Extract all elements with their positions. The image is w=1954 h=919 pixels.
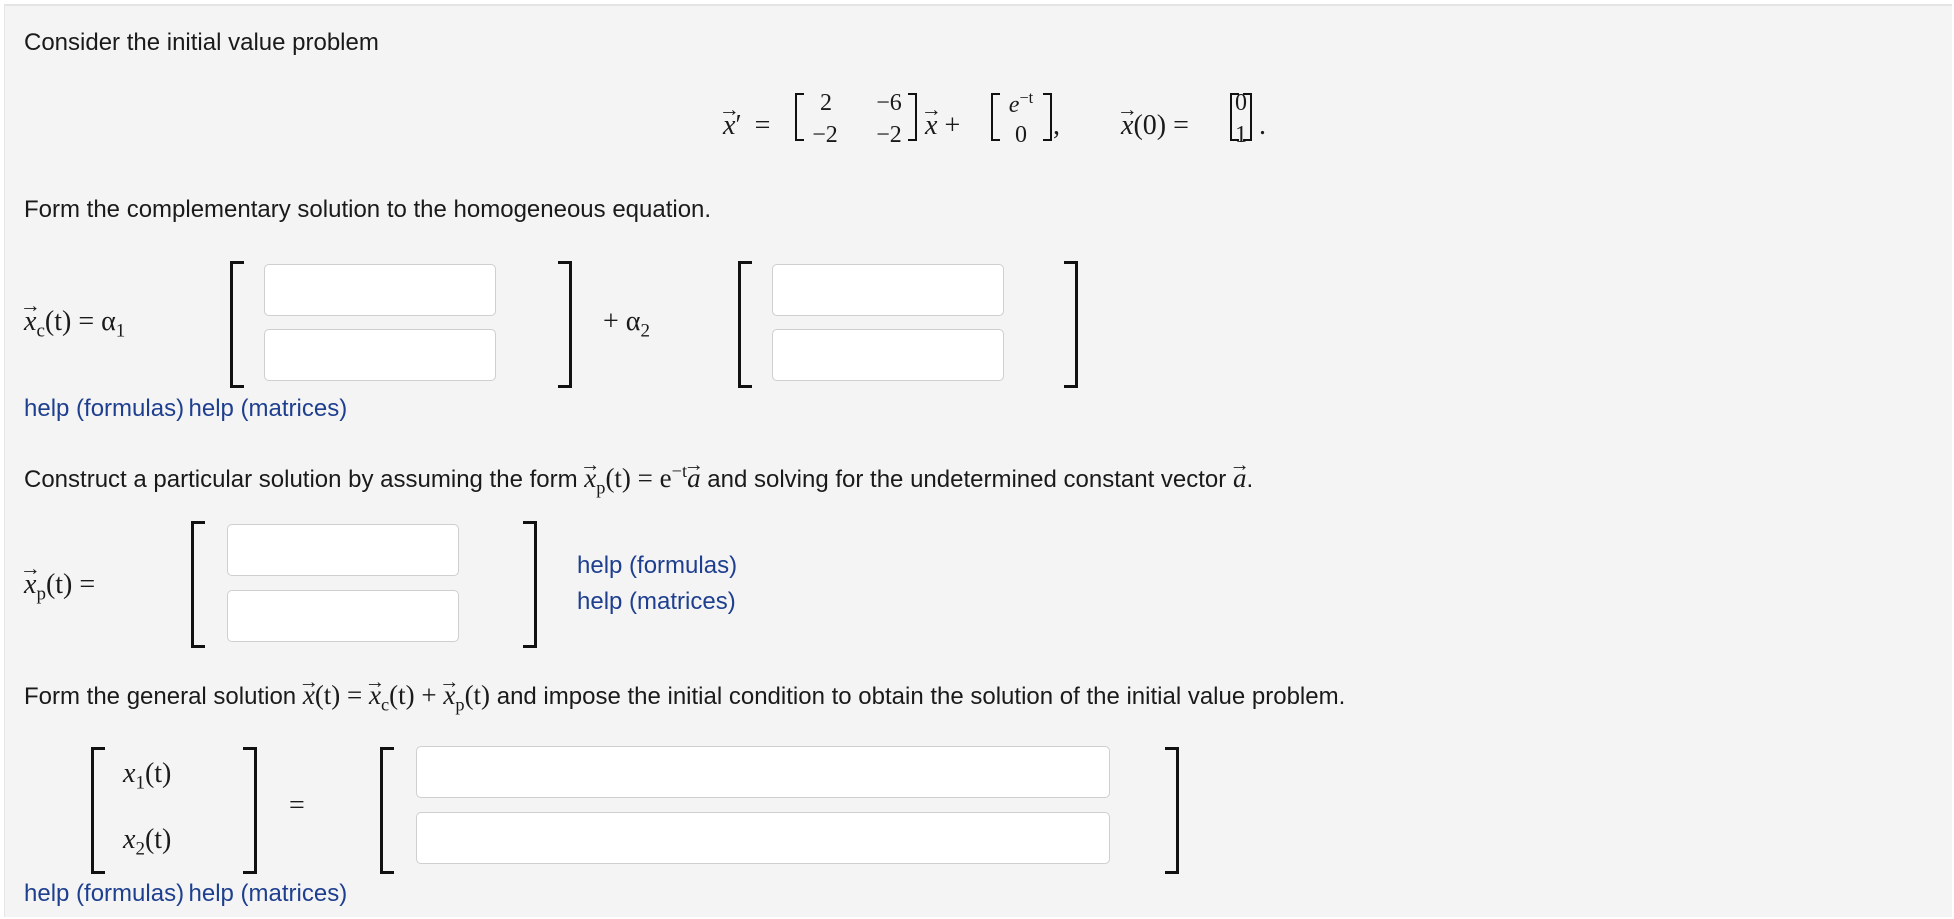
ic-bottom: 1: [1235, 122, 1247, 148]
intro-text: Consider the initial value problem: [24, 29, 379, 56]
q2-input-1[interactable]: [227, 524, 459, 576]
q3-prompt: Form the general solution → x(t) = → $x_c(t)$ + → $x_p(t)$ and impose the initial condition to obtain the solution of the initial value problem.: [24, 680, 1345, 719]
q2-left-bracket: [191, 521, 205, 648]
system-times-x: → x +: [925, 110, 960, 142]
q2-prompt: Construct a particular solution by assuming the form → $x_p(t) = e^{-t}\to a$ and solving for the undetermined constant vector → a.: [24, 456, 1253, 502]
q1-v2-left-bracket: [738, 261, 752, 388]
forcing-top: $e^{-t}$: [1008, 88, 1034, 118]
q3-input-2[interactable]: [416, 812, 1110, 864]
q1-v2-input-2[interactable]: [772, 329, 1004, 381]
q1-v1-input-1[interactable]: [264, 264, 496, 316]
q2-right-bracket: [523, 521, 537, 648]
q3-help-matrices-link[interactable]: help (matrices): [188, 880, 348, 907]
ic-right-bracket: [1243, 93, 1252, 141]
help-formulas-link[interactable]: help (formulas): [24, 395, 185, 422]
q1-prompt: Form the complementary solution to the homogeneous equation.: [24, 196, 712, 223]
matrix-right-bracket: [908, 93, 917, 141]
q3-rhs-left-bracket: [380, 747, 394, 874]
q3-input-1[interactable]: [416, 746, 1110, 798]
system-comma: ,: [1053, 110, 1060, 141]
q1-v1-left-bracket: [230, 261, 244, 388]
matrix-left-bracket: [795, 93, 804, 141]
q1-v2-input-1[interactable]: [772, 264, 1004, 316]
matrix-a11: 2: [820, 90, 832, 116]
q3-x2: $x_2(t)$: [123, 824, 172, 860]
q1-help-links: [24, 395, 347, 423]
q2-help-matrices-link[interactable]: help (matrices): [577, 588, 736, 615]
q3-help-links: [24, 880, 347, 908]
q1-v2-right-bracket: [1064, 261, 1078, 388]
matrix-a22: −2: [876, 122, 902, 148]
q2-input-2[interactable]: [227, 590, 459, 642]
q1-v1-right-bracket: [558, 261, 572, 388]
q3-rhs-right-bracket: [1165, 747, 1179, 874]
system-period: .: [1259, 110, 1266, 141]
q1-v1-input-2[interactable]: [264, 329, 496, 381]
q3-lhs-left-bracket: [91, 747, 105, 874]
forcing-right-bracket: [1043, 93, 1052, 141]
q1-plus-alpha2: + $\alpha_2$: [603, 306, 650, 342]
q3-x1: $x_1(t)$: [123, 758, 172, 794]
q3-lhs-right-bracket: [243, 747, 257, 874]
q3-equals: =: [289, 790, 305, 821]
q2-help-formulas-link[interactable]: help (formulas): [577, 552, 738, 579]
ic-top: 0: [1235, 90, 1247, 116]
help-matrices-link[interactable]: help (matrices): [188, 395, 348, 422]
matrix-a12: −6: [876, 90, 902, 116]
initial-condition: → x(0) =: [1121, 110, 1189, 142]
q3-help-formulas-link[interactable]: help (formulas): [24, 880, 185, 907]
system-lhs: → x′ =: [723, 110, 770, 142]
problem-panel: [4, 4, 1952, 917]
q2-label: → $x_p(t)$ =: [24, 569, 95, 606]
matrix-a21: −2: [812, 122, 838, 148]
forcing-bottom: 0: [1015, 122, 1027, 148]
q1-label: → $x_c(t) = \alpha_1$: [24, 306, 125, 343]
